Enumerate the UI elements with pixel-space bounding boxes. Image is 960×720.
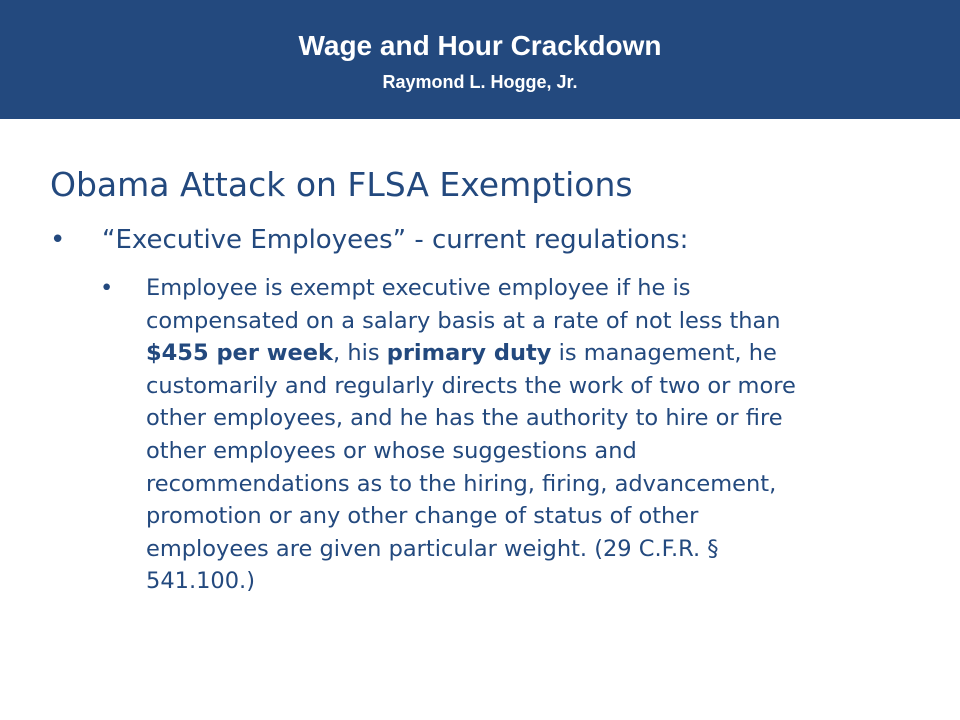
sub-bullet-marker: • <box>100 275 114 301</box>
header-subtitle: Raymond L. Hogge, Jr. <box>382 72 578 92</box>
slide-header <box>0 0 960 119</box>
text-segment: is management, he <box>551 340 777 367</box>
bullet-text: “Executive Employees” - current regulations: <box>102 225 689 255</box>
text-line <box>146 337 898 370</box>
text-line: employees are given particular weight. (29 C.F.R. § <box>146 535 719 562</box>
salary-threshold: $455 per week <box>146 340 334 367</box>
text-line: 541.100.) <box>146 568 255 595</box>
bullet-marker: • <box>50 225 66 255</box>
text-line: recommendations as to the hiring, firing, advancement, <box>146 470 777 497</box>
text-line: other employees, and he has the authority to hire or fire <box>146 405 783 432</box>
text-line: Employee is exempt executive employee if he is <box>146 275 691 301</box>
text-segment: , his <box>333 340 387 367</box>
text-line: promotion or any other change of status of other <box>146 503 699 530</box>
text-line: compensated on a salary basis at a rate of not less than <box>146 307 781 334</box>
sub-bullet-text <box>146 272 898 598</box>
header-title: Wage and Hour Crackdown <box>298 30 662 61</box>
text-line: customarily and regularly directs the work of two or more <box>146 372 796 399</box>
slide-title: Obama Attack on FLSA Exemptions <box>50 165 633 204</box>
primary-duty-term: primary duty <box>386 340 552 367</box>
text-line: other employees or whose suggestions and <box>146 437 637 464</box>
